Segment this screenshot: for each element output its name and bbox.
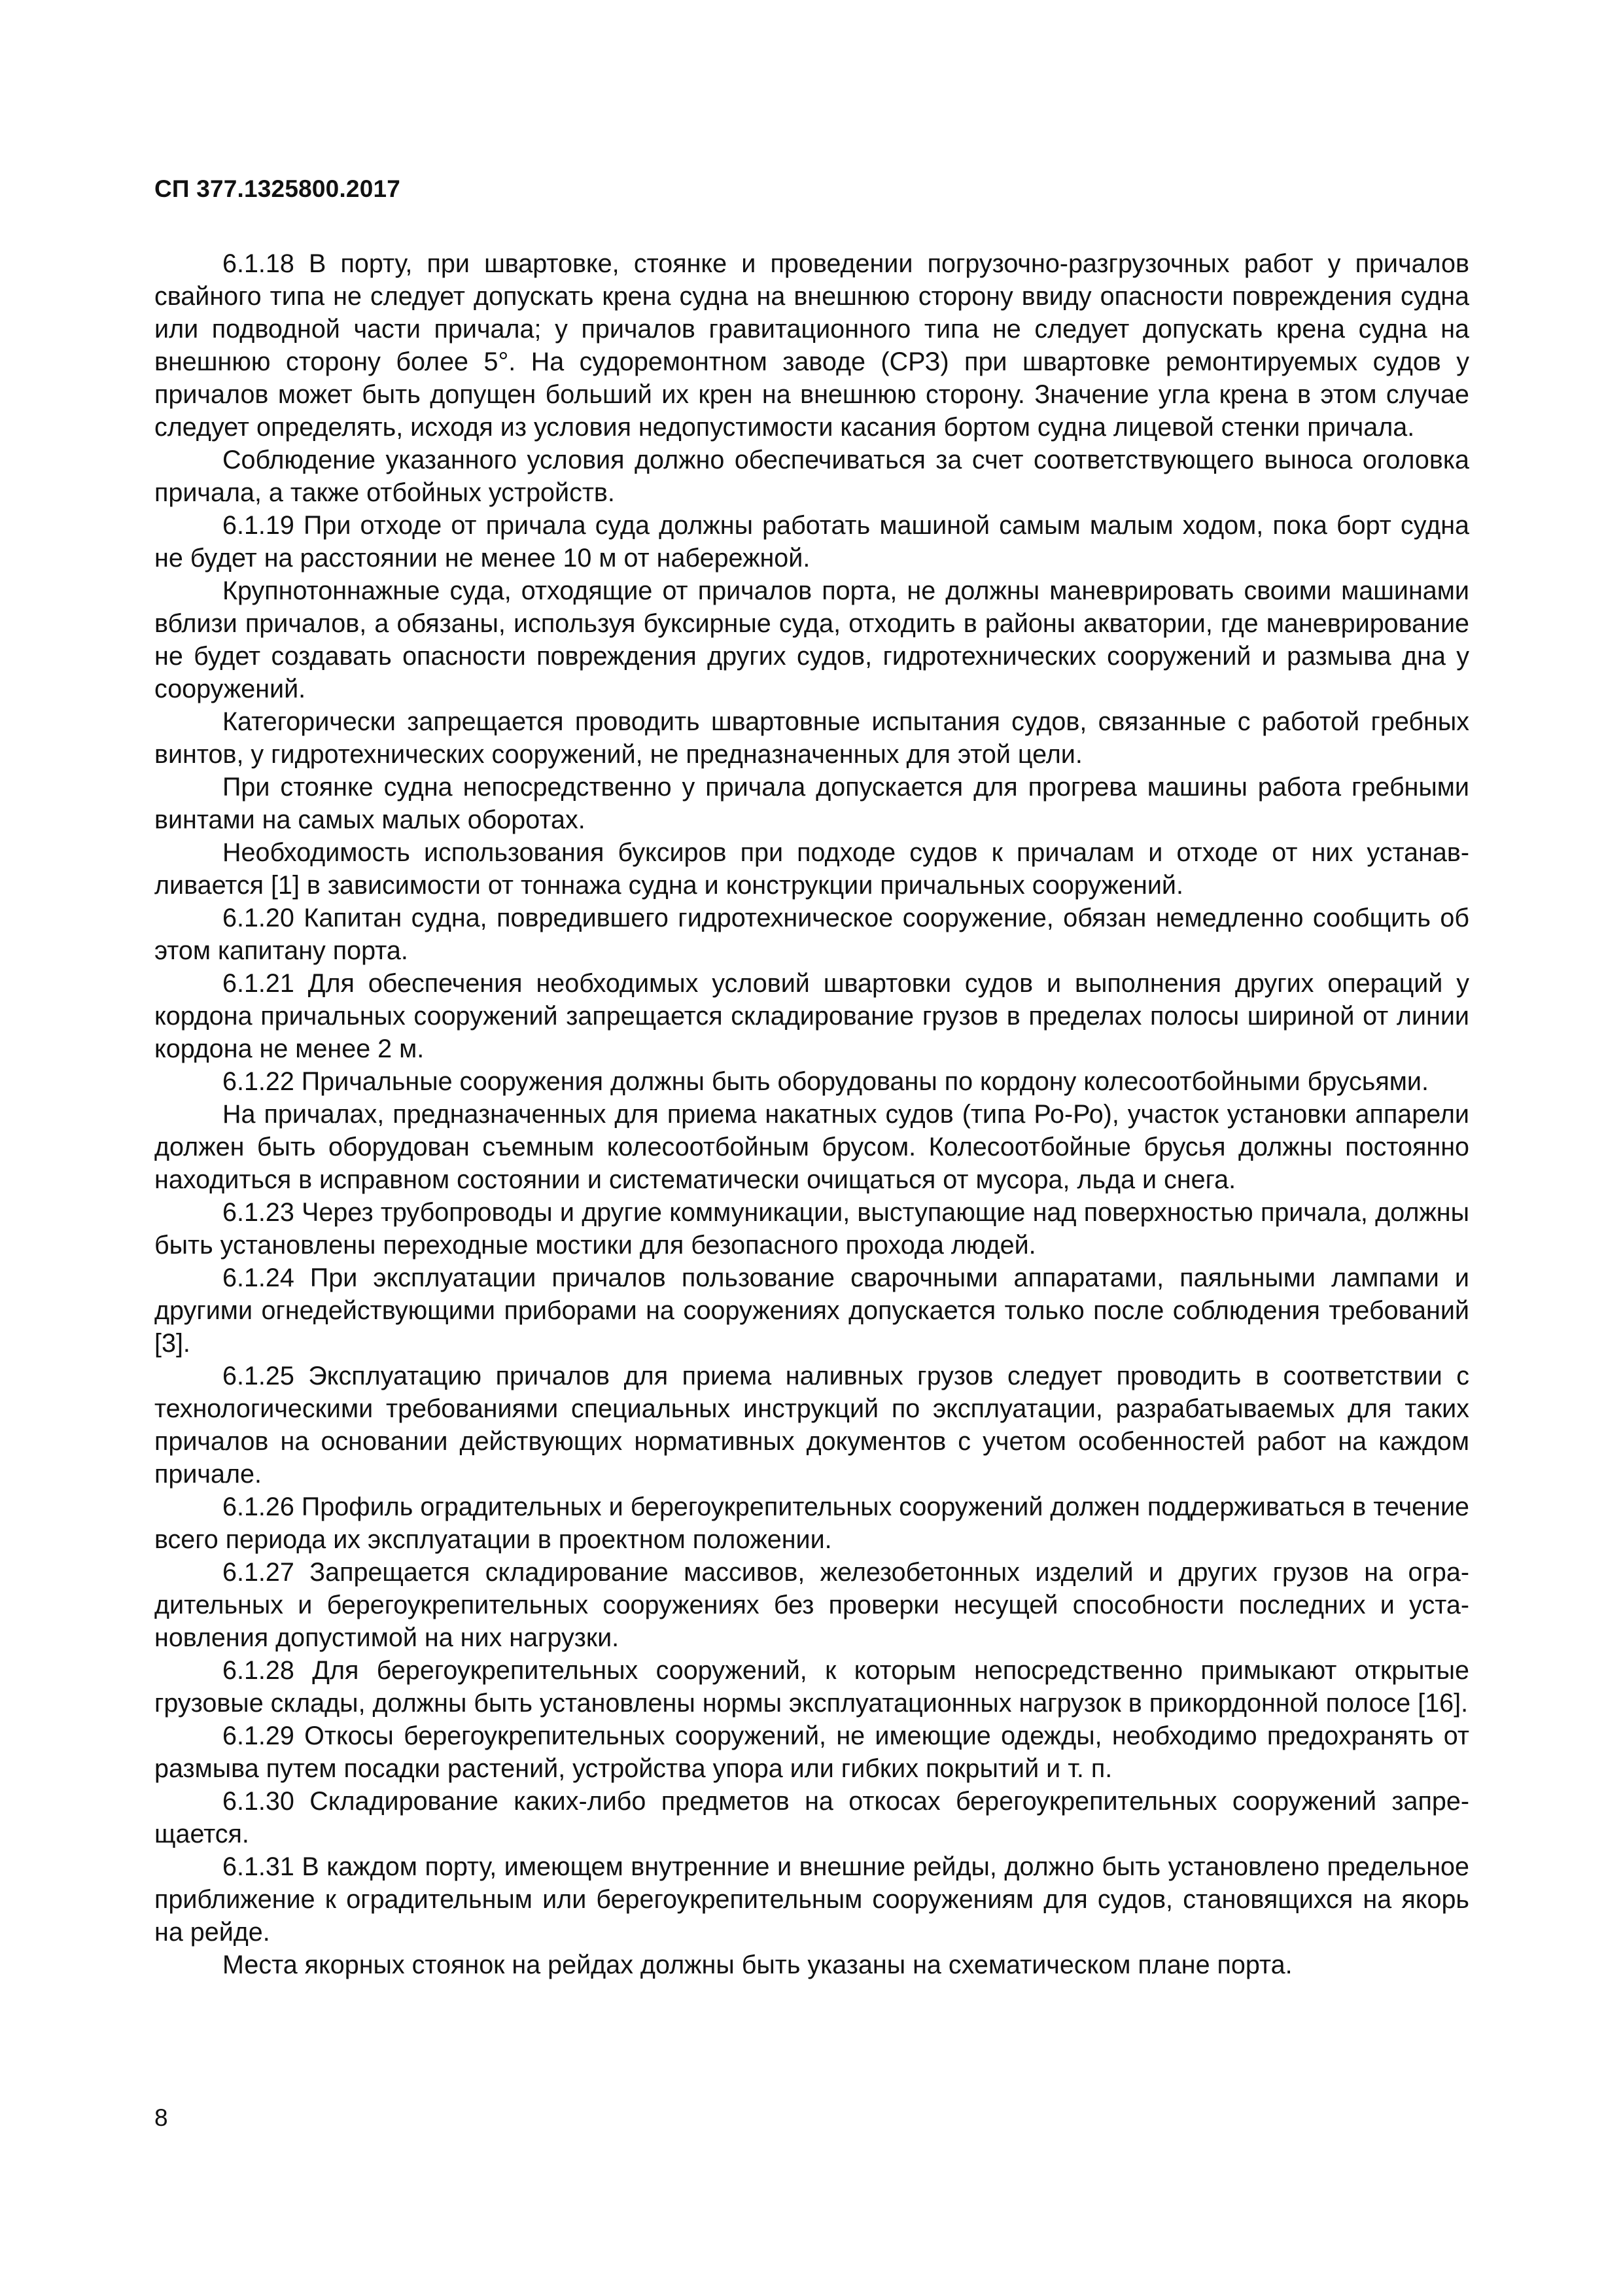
paragraph-6-1-31: 6.1.31 В каждом порту, имеющем внутренние и внешние рейды, должно быть установлено предельное приближение к оградительным или берегоукрепительным сооружениям для судов, становящихся на якорь на рейде.: [154, 1852, 1469, 1947]
paragraph: Места якорных стоянок на рейдах должны быть указаны на схематическом плане порта.: [222, 1951, 1293, 1979]
document-code-header: СП 377.1325800.2017: [154, 175, 401, 202]
paragraph-6-1-21: 6.1.21 Для обеспечения необходимых условий швартовки судов и выполнения других операций у кордона причальных сооружений запрещается складирование грузов в пределах полосы шириной от линии кордона не менее 2 м.: [154, 969, 1469, 1063]
document-body: [154, 247, 1469, 1981]
paragraph-6-1-23: 6.1.23 Через трубопроводы и другие коммуникации, выступающие над поверхностью причала, должны быть установлены переходные мостики для безопасного прохода людей.: [154, 1198, 1469, 1260]
paragraph-6-1-27: 6.1.27 Запрещается складирование массивов, железобетонных изделий и других грузов на оградительных и берегоукрепительных сооружениях без проверки несущей способности последних и установления допустимой на них нагрузки.: [154, 1558, 1469, 1652]
paragraph-6-1-26: 6.1.26 Профиль оградительных и берегоукрепительных сооружений должен поддерживаться в течение всего периода их эксплуатации в проектном положении.: [154, 1492, 1469, 1554]
paragraph-6-1-28: 6.1.28 Для берегоукрепительных сооружений, к которым непосредственно примыкают открытые грузовые склады, должны быть установлены нормы эксплуатационных нагрузок в прикордонной полосе [16].: [154, 1656, 1469, 1718]
paragraph: Необходимость использования буксиров при подходе судов к причалам и отходе от них устанавливается [1] в зависимости от тоннажа судна и конструкции причальных сооружений.: [154, 838, 1469, 900]
paragraph-6-1-18: 6.1.18 В порту, при швартовке, стоянке и проведении погрузочно-разгрузочных работ у причалов свайного типа не следует допускать крена судна на внешнюю сторону ввиду опасности повреждения судна или подводной части причала; у причалов гравитационного типа не следует допускать крена судна на внешнюю сторону более 5°. На судоремонтном заводе (СРЗ) при швартовке ремонтируемых судов у причалов может быть допущен больший их крен на внешнюю сторону. Значение угла крена в этом случае следует определять, исходя из условия недопустимости касания бортом судна лицевой стенки причала.: [154, 249, 1469, 442]
paragraph-6-1-20: 6.1.20 Капитан судна, повредившего гидротехническое сооружение, обязан немедленно сообщить об этом капитану порта.: [154, 904, 1469, 965]
paragraph: На причалах, предназначенных для приема накатных судов (типа Ро-Ро), участок установки аппарели должен быть оборудован съемным колесоотбойным брусом. Колесоотбойные брусья должны постоянно находиться в исправном состоянии и систематически очищаться от мусора, льда и снега.: [154, 1100, 1469, 1194]
paragraph-6-1-30: 6.1.30 Складирование каких-либо предметов на откосах берегоукрепительных сооружений запрещается.: [154, 1787, 1469, 1848]
paragraph: Крупнотоннажные суда, отходящие от причалов порта, не должны маневрировать своими машинами вблизи причалов, а обязаны, используя буксирные суда, отходить в районы акватории, где маневрирование не будет создавать опасности повреждения других судов, гидротехнических сооружений и размыва дна у сооружений.: [154, 576, 1469, 703]
page-number: 8: [154, 2104, 168, 2131]
paragraph: При стоянке судна непосредственно у причала допускается для прогрева машины работа гребными винтами на самых малых оборотах.: [154, 773, 1469, 834]
paragraph-6-1-29: 6.1.29 Откосы берегоукрепительных сооружений, не имеющие одежды, необходимо предохранять от размыва путем посадки растений, устройства упора или гибких покрытий и т. п.: [154, 1722, 1469, 1783]
paragraph: Соблюдение указанного условия должно обеспечиваться за счет соответствующего выноса оголовка причала, а также отбойных устройств.: [154, 446, 1469, 507]
paragraph-6-1-19: 6.1.19 При отходе от причала суда должны работать машиной самым малым ходом, пока борт судна не будет на расстоянии не менее 10 м от набережной.: [154, 511, 1469, 573]
paragraph: Категорически запрещается проводить швартовные испытания судов, связанные с работой гребных винтов, у гидротехнических сооружений, не предназначенных для этой цели.: [154, 707, 1469, 769]
paragraph-6-1-24: 6.1.24 При эксплуатации причалов пользование сварочными аппаратами, паяльными лампами и другими огнедействующими приборами на сооружениях допускается только после соблюдения требований [3].: [154, 1263, 1469, 1358]
paragraph-6-1-22: 6.1.22 Причальные сооружения должны быть оборудованы по кордону колесоотбойными брусьями.: [222, 1067, 1429, 1096]
paragraph-6-1-25: 6.1.25 Эксплуатацию причалов для приема наливных грузов следует проводить в соответствии с технологическими требованиями специальных инструкций по эксплуатации, разрабатываемых для таких причалов на основании действующих нормативных документов с учетом особенностей работ на каждом причале.: [154, 1362, 1469, 1489]
